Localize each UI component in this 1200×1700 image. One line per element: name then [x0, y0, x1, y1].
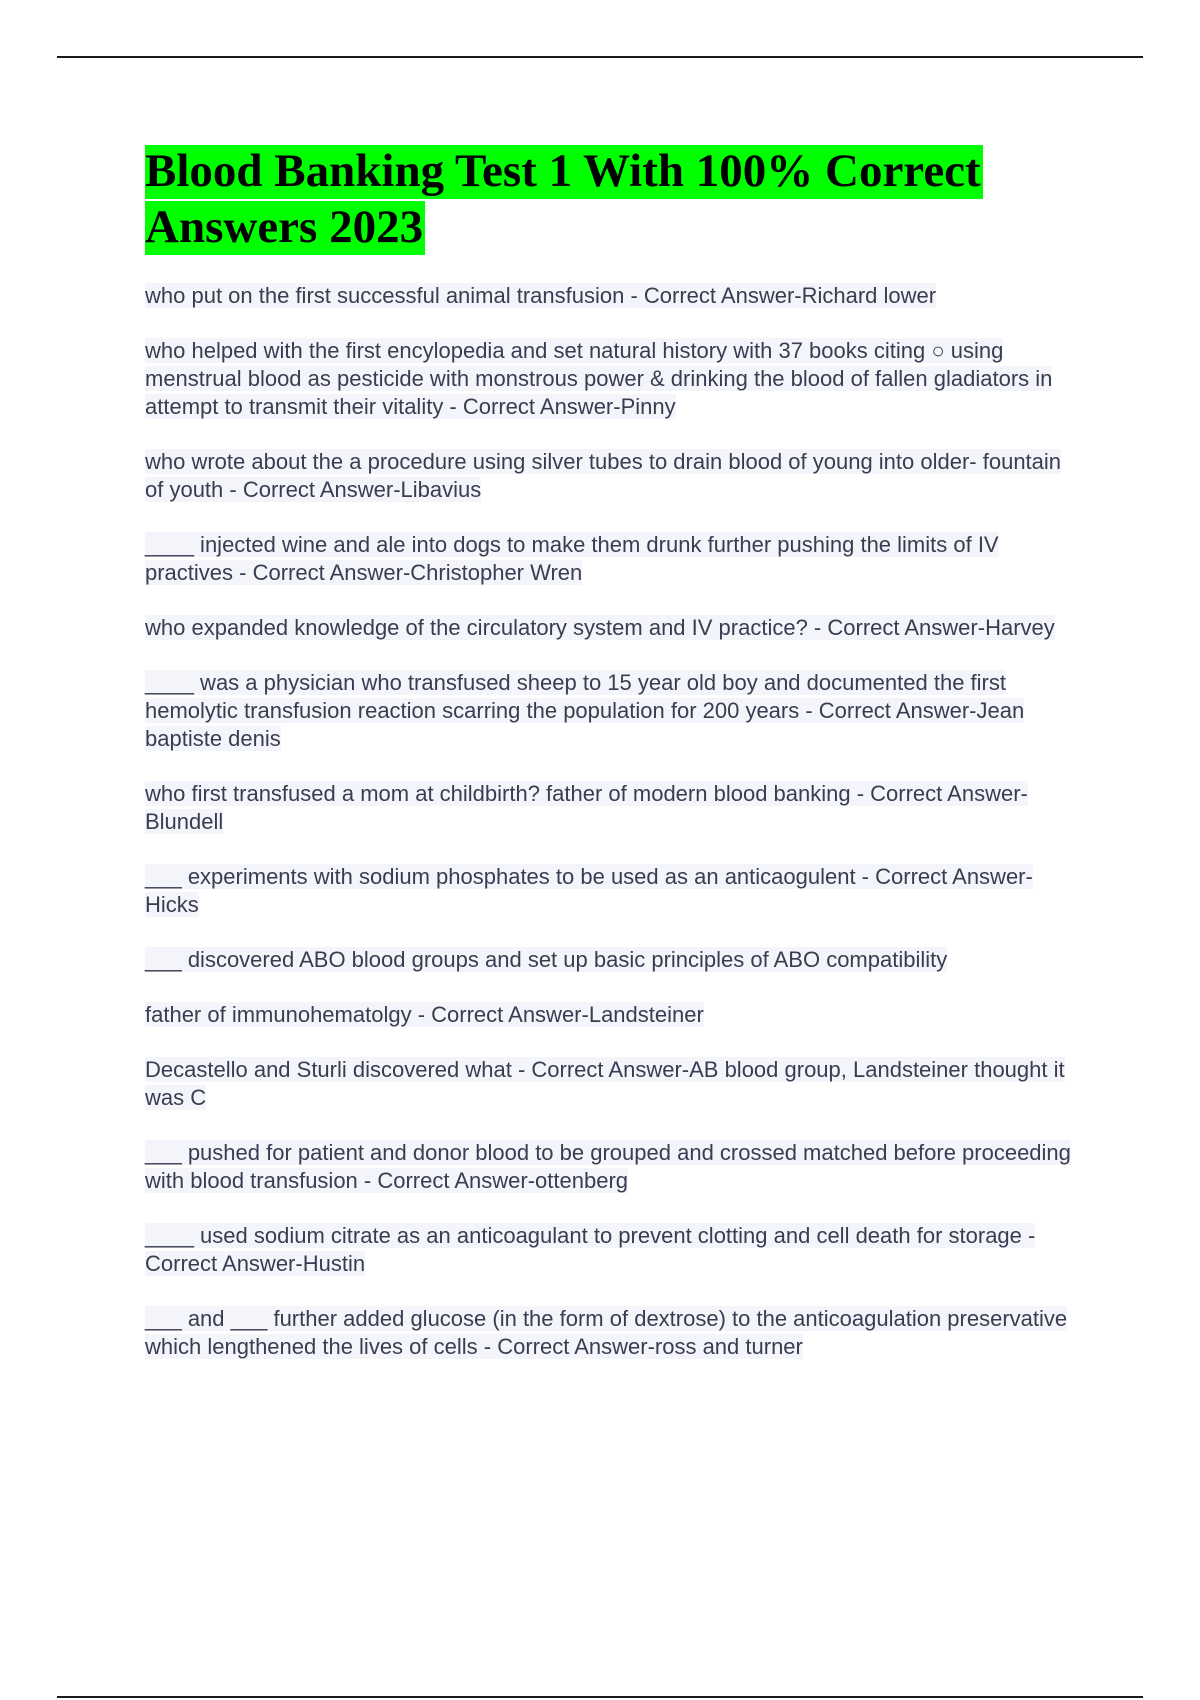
document-title-text: Blood Banking Test 1 With 100% Correct Answers 2023	[145, 145, 981, 253]
qa-item	[145, 282, 1085, 310]
qa-item-text: ____ injected wine and ale into dogs to make them drunk further pushing the limits of IV practives - Correct Answer-Christopher Wren	[145, 532, 999, 585]
qa-item-text: who expanded knowledge of the circulatory system and IV practice? - Correct Answer-Harvey	[145, 615, 1055, 640]
document-body	[145, 143, 1085, 1388]
qa-item	[145, 946, 1085, 974]
qa-item-text: who wrote about the a procedure using silver tubes to drain blood of young into older- fountain of youth - Correct Answer-Libavius	[145, 449, 1062, 502]
qa-item-text: who first transfused a mom at childbirth? father of modern blood banking - Correct Answer-Blundell	[145, 781, 1028, 834]
qa-item-text: father of immunohematolgy - Correct Answer-Landsteiner	[145, 1002, 704, 1027]
top-rule	[57, 56, 1143, 58]
qa-item-text: who put on the first successful animal transfusion - Correct Answer-Richard lower	[145, 283, 937, 308]
qa-item	[145, 1056, 1085, 1112]
qa-item-text: ___ pushed for patient and donor blood to be grouped and crossed matched before proceeding with blood transfusion - Correct Answer-ottenberg	[145, 1140, 1071, 1193]
qa-item	[145, 1001, 1085, 1029]
qa-item	[145, 337, 1085, 421]
qa-item	[145, 780, 1085, 836]
qa-item	[145, 1305, 1085, 1361]
qa-item-text: ____ was a physician who transfused sheep to 15 year old boy and documented the first hemolytic transfusion reaction scarring the population for 200 years - Correct Answer-Jean baptiste denis	[145, 670, 1025, 751]
qa-item	[145, 863, 1085, 919]
qa-item-text: ___ experiments with sodium phosphates to be used as an anticaogulent - Correct Answer-Hicks	[145, 864, 1033, 917]
qa-item	[145, 1139, 1085, 1195]
qa-item	[145, 1222, 1085, 1278]
qa-item-text: who helped with the first encylopedia and set natural history with 37 books citing ○ using menstrual blood as pesticide with monstrous power & drinking the blood of fallen gladiators in attempt to transmit their vitality - Correct Answer-Pinny	[145, 338, 1053, 419]
qa-item-text: ____ used sodium citrate as an anticoagulant to prevent clotting and cell death for storage - Correct Answer-Hustin	[145, 1223, 1036, 1276]
qa-item-text: Decastello and Sturli discovered what - Correct Answer-AB blood group, Landsteiner thought it was C	[145, 1057, 1065, 1110]
qa-item	[145, 669, 1085, 753]
qa-item	[145, 448, 1085, 504]
qa-item-text: ___ and ___ further added glucose (in the form of dextrose) to the anticoagulation preservative which lengthened the lives of cells - Correct Answer-ross and turner	[145, 1306, 1068, 1359]
qa-item	[145, 614, 1085, 642]
qa-list	[145, 282, 1085, 1361]
qa-item	[145, 531, 1085, 587]
bottom-rule	[57, 1696, 1143, 1698]
document-title	[145, 143, 1085, 255]
qa-item-text: ___ discovered ABO blood groups and set up basic principles of ABO compatibility	[145, 947, 948, 972]
